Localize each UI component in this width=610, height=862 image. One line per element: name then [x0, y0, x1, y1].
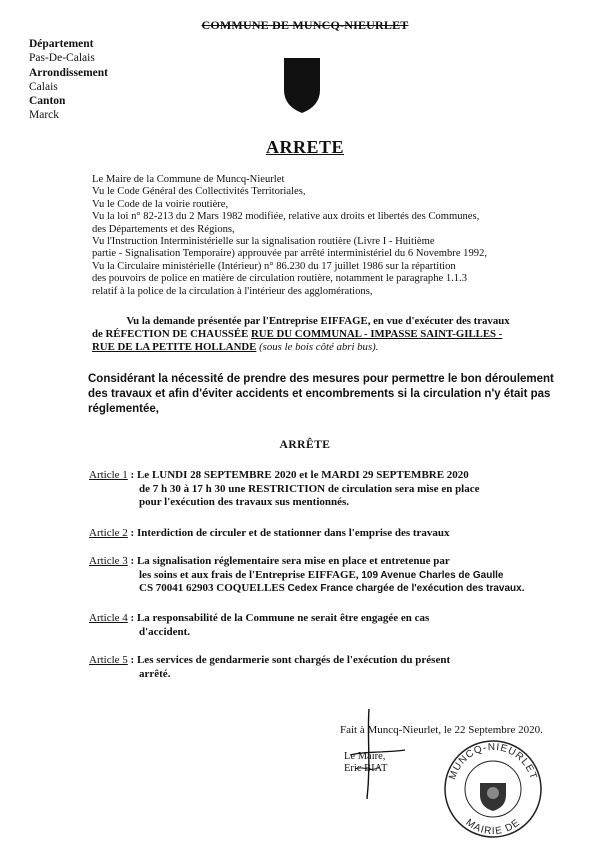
article-3: Article 3 : La signalisation réglementaire sera mise en place et entretenue par les soins et aux frais de l'Entreprise EIFFAGE, 109 Avenue Charles de Gaulle CS 70041 62903 COQUELLES Cedex France chargée de l'exécution des travaux. [89, 555, 525, 595]
article-text: pour l'exécution des travaux sus mentionnés. [139, 496, 350, 509]
admin-info [29, 37, 108, 123]
place-date: Fait à Muncq-Nieurlet, le 22 Septembre 2020. [340, 724, 543, 736]
visa-line: des Départements et des Régions, [92, 223, 235, 235]
article-text: CS 70041 62903 COQUELLES [139, 582, 285, 595]
visas-block [92, 174, 532, 298]
article-label: Article 1 [89, 469, 128, 481]
svg-text:MAIRIE DE [464, 817, 523, 837]
article-5: Article 5 : Les services de gendarmerie sont chargés de l'exécution du présent arrêté. [89, 654, 451, 680]
visa-line: Vu l'Instruction Interministérielle sur la signalisation routière (Livre I - Huitième [92, 236, 435, 248]
demand-line-2 [88, 328, 548, 341]
article-text: les soins et aux frais de l'Entreprise EIFFAGE, [139, 568, 362, 581]
demand-note: (sous le bois côté abri bus). [256, 340, 379, 353]
svg-text:MUNCQ-NIEURLET [447, 742, 539, 781]
departement-value: Pas-De-Calais [29, 52, 95, 65]
arrondissement-value: Calais [29, 80, 58, 93]
visa-line: Vu la Circulaire ministérielle (Intérieur) n° 86.230 du 17 juillet 1986 sur la répartition [92, 260, 456, 272]
coat-of-arms-icon [283, 56, 321, 114]
article-text: La signalisation réglementaire sera mise en place et entretenue par [136, 555, 450, 567]
article-label: Article 2 [89, 527, 128, 539]
visa-line: des pouvoirs de police en matière de circulation routière, notamment le paragraphe 1.1.3 [92, 273, 468, 285]
arrete-heading: ARRÊTE [279, 439, 331, 451]
article-text: Les services de gendarmerie sont chargés de l'exécution du présent [136, 654, 451, 666]
article-label: Article 5 [89, 654, 128, 666]
signatory-name: Eric BIAT [344, 763, 388, 774]
visa-line: relatif à la police de la circulation à l'intérieur des agglomérations, [92, 285, 373, 297]
visa-line: Vu le Code Général des Collectivités Territoriales, [92, 186, 306, 198]
article-address: 109 Avenue Charles de Gaulle [361, 569, 504, 581]
departement-label: Département [29, 38, 94, 50]
stamp-top-text: MUNCQ-NIEURLET [447, 741, 539, 782]
article-label: Article 3 [89, 555, 128, 567]
article-4: Article 4 : La responsabilité de la Commune ne serait être engagée en cas d'accident. [89, 612, 430, 638]
article-text: Le LUNDI 28 SEPTEMBRE 2020 et le MARDI 29 SEPTEMBRE 2020 [136, 469, 469, 481]
considerant-paragraph: Considérant la nécessité de prendre des mesures pour permettre le bon déroulement des travaux et afin d'éviter accidents et encombrements si la circulation n'y était pas réglementée, [88, 373, 554, 416]
visa-line: Vu la loi n° 82-213 du 2 Mars 1982 modifiée, relative aux droits et libertés des Communes, [92, 211, 480, 223]
article-text: La responsabilité de la Commune ne serait être engagée en cas [136, 612, 430, 624]
demand-line-1: Vu la demande présentée par l'Entreprise EIFFAGE, en vue d'exécuter des travaux [126, 315, 510, 327]
official-stamp-icon [440, 735, 545, 840]
article-label: Article 4 [89, 612, 128, 624]
commune-header: COMMUNE DE MUNCQ-NIEURLET [201, 18, 409, 32]
signatory [344, 751, 387, 775]
signatory-role: Le Maire, [344, 751, 386, 762]
stamp-bottom-text: MAIRIE DE [463, 817, 523, 838]
document-title: ARRETE [265, 137, 344, 157]
demand-works: de RÉFECTION DE CHAUSSÉE [92, 327, 251, 340]
demand-block [88, 315, 548, 353]
visa-line: Le Maire de la Commune de Muncq-Nieurlet [92, 174, 285, 185]
article-text: arrêté. [139, 667, 171, 680]
demand-streets: RUE DU COMMUNAL - IMPASSE SAINT-GILLES - [251, 327, 503, 340]
canton-label: Canton [29, 95, 66, 108]
article-text: d'accident. [139, 625, 191, 638]
arrondissement-label: Arrondissement [29, 66, 109, 79]
demand-street-3: RUE DE LA PETITE HOLLANDE [92, 340, 257, 353]
demand-line-3 [88, 341, 548, 354]
article-text: Cedex France chargée de l'exécution des travaux. [284, 583, 525, 595]
canton-value: Marck [29, 109, 60, 122]
article-2: Article 2 : Interdiction de circuler et de stationner dans l'emprise des travaux [89, 527, 450, 539]
visa-line: partie - Signalisation Temporaire) approuvée par arrêté interministériel du 6 Novembre 1992, [92, 248, 488, 260]
article-text: Interdiction de circuler et de stationner dans l'emprise des travaux [136, 527, 450, 539]
article-text: de 7 h 30 à 17 h 30 une RESTRICTION de circulation sera mise en place [139, 482, 480, 495]
article-1: Article 1 : Le LUNDI 28 SEPTEMBRE 2020 et le MARDI 29 SEPTEMBRE 2020 de 7 h 30 à 17 h 30 une RESTRICTION de circulation sera mise en place pour l'exécution des travaux sus mentionnés. [89, 469, 480, 509]
visa-line: Vu le Code de la voirie routière, [92, 198, 229, 210]
